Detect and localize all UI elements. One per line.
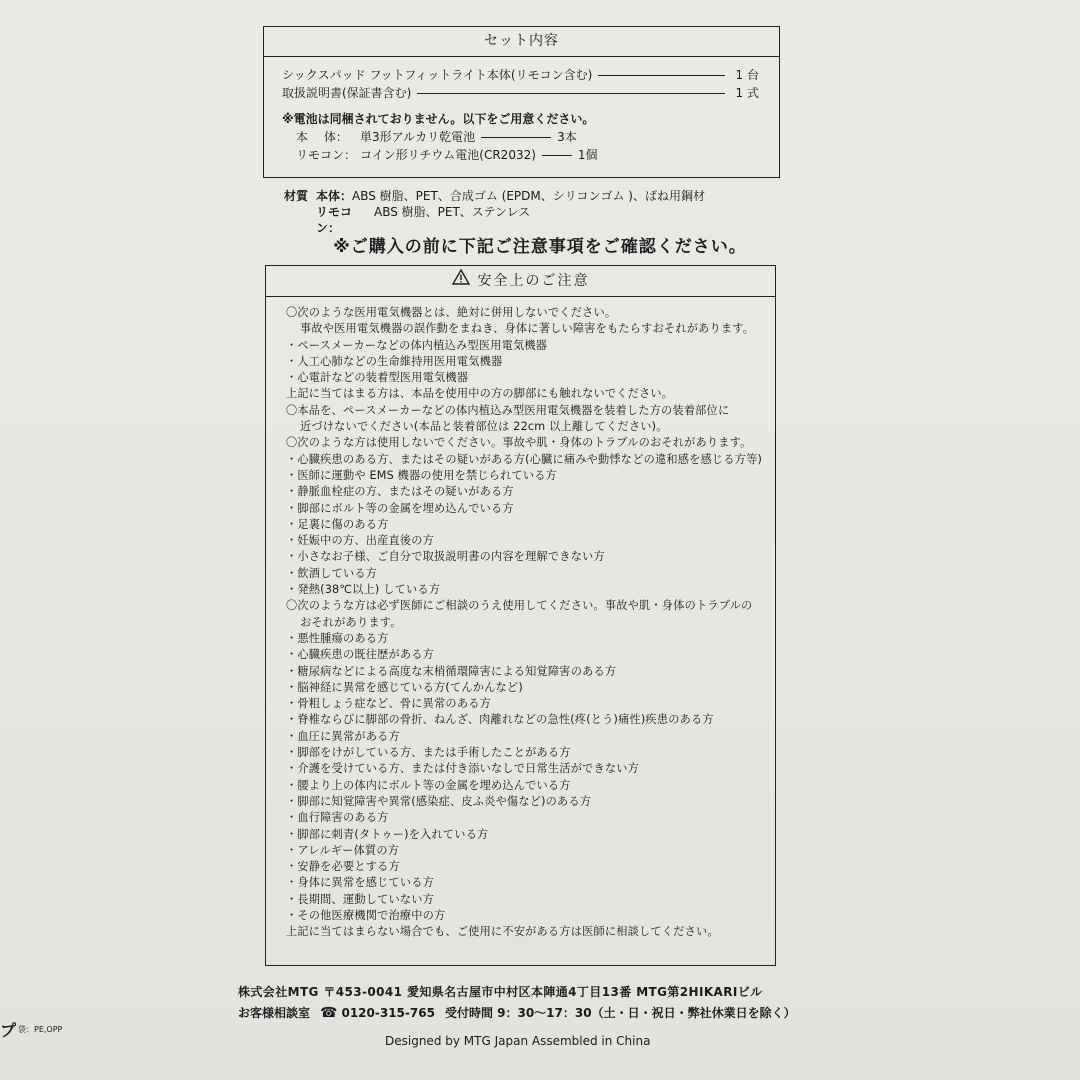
recycle-plastic-icon: プ — [0, 1021, 17, 1040]
safety-line: ・安静を必要とする方 — [286, 860, 400, 874]
free-dial-icon: ☎ — [320, 1004, 338, 1021]
contact-tel: 0120-315-765 — [341, 1005, 435, 1020]
safety-line: ・脚部に知覚障害や異常(感染症、皮ふ炎や傷など)のある方 — [286, 794, 592, 808]
bag-material-label: 袋：PE,OPP — [18, 1025, 63, 1034]
material-remote-value: ABS 樹脂、PET、ステンレス — [374, 205, 531, 219]
safety-line: ・脳神経に異常を感じている方(てんかんなど) — [286, 680, 523, 694]
safety-line: おそれがあります。 — [300, 615, 402, 629]
material-remote-label: リモコン： — [316, 205, 353, 235]
leader-line — [417, 93, 725, 94]
warning-triangle-icon — [452, 266, 470, 296]
safety-line: 〇本品を、ペースメーカーなどの体内植込み型医用電気機器を装着した方の装着部位に — [286, 403, 730, 417]
recycle-mark — [0, 1018, 62, 1041]
set-item — [282, 84, 759, 102]
safety-line: 近づけないでください(本品と装着部位は 22cm 以上離してください)。 — [300, 420, 668, 434]
safety-line: ・妊娠中の方、出産直後の方 — [286, 534, 435, 548]
battery-row — [282, 128, 779, 146]
safety-line: ・脚部にボルト等の金属を埋め込んでいる方 — [286, 501, 514, 515]
battery-row — [282, 146, 779, 164]
set-item-name: 取扱説明書(保証書含む) — [282, 86, 412, 100]
material-section — [284, 188, 705, 236]
set-item — [282, 66, 759, 84]
customer-contact — [238, 1004, 838, 1021]
safety-line: ・静脈血栓症の方、またはその疑いがある方 — [286, 485, 514, 499]
safety-line: 事故や医用電気機器の誤作動をまねき、身体に著しい障害をもたらすおそれがあります。 — [300, 322, 755, 336]
safety-line: 上記に当てはまる方は、本品を使用中の方の脚部にも触れないでください。 — [286, 387, 674, 401]
safety-line: ・長期間、運動していない方 — [286, 892, 435, 906]
safety-line: ・身体に異常を感じている方 — [286, 876, 435, 890]
safety-line: ・その他医療機関で治療中の方 — [286, 908, 446, 922]
safety-line: 〇次のような方は必ず医師にご相談のうえ使用してください。事故や肌・身体のトラブルの — [286, 599, 753, 613]
set-item-qty: 1 式 — [735, 86, 759, 100]
battery-qty: 1個 — [577, 148, 598, 162]
safety-list — [266, 297, 775, 941]
safety-line: ・脚部をけがしている方、または手術したことがある方 — [286, 746, 571, 760]
safety-line: ・小さなお子様、ご自分で取扱説明書の内容を理解できない方 — [286, 550, 605, 564]
safety-line: ・悪性腫瘍のある方 — [286, 631, 389, 645]
set-item-name: シックスパッド フットフィットライト本体(リモコン含む) — [282, 68, 593, 82]
safety-line: ・脊椎ならびに脚部の骨折、ねんざ、肉離れなどの急性(疼(とう)痛性)疾患のある方 — [286, 713, 714, 727]
safety-line: ・骨粗しょう症など、骨に異常のある方 — [286, 697, 491, 711]
contact-label: お客様相談室 — [238, 1006, 311, 1020]
safety-line: ・血行障害のある方 — [286, 811, 389, 825]
safety-title: 安全上のご注意 — [477, 273, 590, 289]
battery-label: リモコン： — [296, 148, 357, 162]
safety-line: ・腰より上の体内にボルト等の金属を埋め込んでいる方 — [286, 778, 571, 792]
leader-line — [598, 75, 725, 76]
safety-line: ・人工心肺などの生命維持用医用電気機器 — [286, 354, 503, 368]
leader-line — [542, 155, 572, 156]
set-contents-box — [263, 26, 780, 178]
safety-line: ・ペースメーカーなどの体内植込み型医用電気機器 — [286, 338, 548, 352]
battery-name: コイン形リチウム電池(CR2032) — [360, 148, 536, 162]
safety-line: ・脚部に刺青(タトゥー)を入れている方 — [286, 827, 489, 841]
safety-line: 〇次のような方は使用しないでください。事故や肌・身体のトラブルのおそれがあります。 — [286, 436, 752, 450]
battery-label: 本 体： — [296, 130, 348, 144]
material-body-label: 本体： — [316, 189, 353, 203]
safety-box — [265, 265, 776, 966]
safety-line: 上記に当てはまらない場合でも、ご使用に不安がある方は医師に相談してください。 — [286, 925, 719, 939]
battery-qty: 3本 — [557, 130, 577, 144]
leader-line — [481, 137, 551, 138]
safety-line: ・心臓疾患の既往歴がある方 — [286, 648, 435, 662]
safety-line: ・医師に運動や EMS 機器の使用を禁じられている方 — [286, 468, 558, 482]
battery-name: 単3形アルカリ乾電池 — [360, 130, 476, 144]
set-contents-title: セット内容 — [264, 27, 779, 57]
safety-line: ・アレルギー体質の方 — [286, 843, 400, 857]
battery-note: ※電池は同梱されておりません。以下をご用意ください。 — [282, 112, 595, 126]
safety-line: 〇次のような医用電気機器とは、絶対に併用しないでください。 — [286, 306, 617, 319]
safety-line: ・飲酒している方 — [286, 566, 378, 580]
safety-line: ・血圧に異常がある方 — [286, 729, 400, 743]
designed-by: Designed by MTG Japan Assembled in China — [385, 1034, 651, 1048]
safety-line: ・足裏に傷のある方 — [286, 517, 389, 531]
set-item-qty: 1 台 — [735, 68, 759, 82]
safety-line: ・発熱(38℃以上) している方 — [286, 583, 441, 597]
safety-line: ・心臓疾患のある方、またはその疑いがある方(心臓に痛みや動悸などの違和感を感じる方等) — [286, 452, 763, 466]
material-body-value: ABS 樹脂、PET、合成ゴム (EPDM、シリコンゴム )、ばね用鋼材 — [352, 189, 705, 203]
safety-title-bar — [266, 266, 775, 297]
safety-line: ・糖尿病などによる高度な末梢循環障害による知覚障害のある方 — [286, 664, 617, 678]
material-label: 材質 — [284, 189, 309, 203]
safety-line: ・介護を受けている方、または付き添いなしで日常生活ができない方 — [286, 762, 640, 776]
company-address: 株式会社MTG 〒453-0041 愛知県名古屋市中村区本陣通4丁目13番 MTG第2HIKARIビル — [238, 985, 763, 999]
notice-headline: ※ご購入の前に下記ご注意事項をご確認ください。 — [333, 237, 747, 257]
safety-line: ・心電計などの装着型医用電気機器 — [286, 371, 469, 385]
contact-hours: 受付時間 9：30～17：30（土・日・祝日・弊社休業日を除く） — [444, 1006, 796, 1020]
